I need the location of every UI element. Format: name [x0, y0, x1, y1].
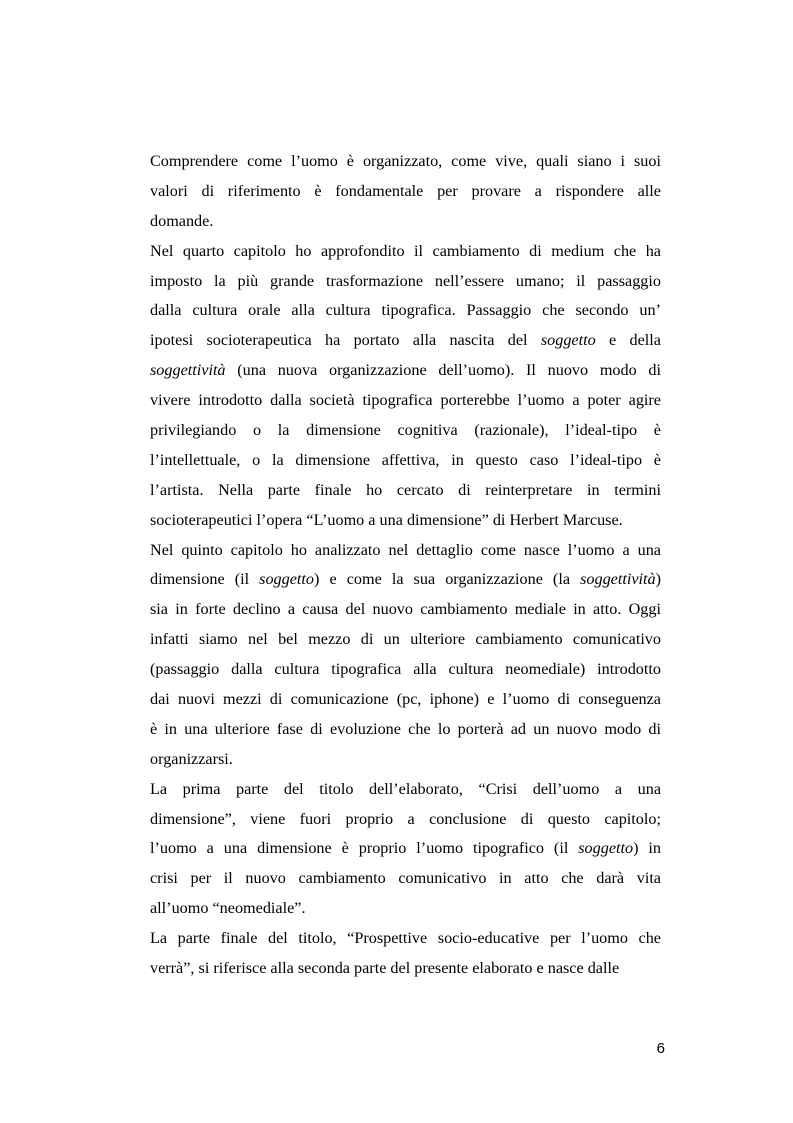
- text-run: vivere introdotto dalla società tipografica porterebbe l’uomo a poter agire: [150, 391, 661, 410]
- text-run: dalla cultura orale alla cultura tipografica. Passaggio che secondo un’: [150, 301, 661, 320]
- text-run: La parte finale del titolo, “Prospettive socio-educative per l’uomo che: [150, 929, 661, 948]
- text-run: dimensione”, viene fuori proprio a conclusione di questo capitolo;: [150, 809, 661, 828]
- text-run: (passaggio dalla cultura tipografica alla cultura neomediale) introdotto: [150, 660, 661, 679]
- text-run: dai nuovi mezzi di comunicazione (pc, iphone) e l’uomo di conseguenza: [150, 690, 661, 709]
- text-run: ) e come la sua organizzazione (la: [314, 570, 581, 589]
- text-run: ipotesi socioterapeutica ha portato alla nascita del: [150, 331, 541, 350]
- text-run: Nel quinto capitolo ho analizzato nel dettaglio come nasce l’uomo a una: [150, 540, 661, 559]
- text-run: socioterapeutici l’opera “L’uomo a una dimensione” di Herbert Marcuse.: [150, 510, 623, 529]
- text-line: [150, 476, 661, 506]
- text-run: crisi per il nuovo cambiamento comunicativo in atto che darà vita: [150, 869, 661, 888]
- text-run: Comprendere come l’uomo è organizzato, come vive, quali siano i suoi: [150, 152, 661, 170]
- paragraph: [150, 237, 661, 536]
- italic-term: soggetto: [540, 331, 596, 350]
- italic-term: soggetto: [578, 839, 634, 858]
- text-run: infatti siamo nel bel mezzo di un ulteriore cambiamento comunicativo: [150, 630, 661, 649]
- italic-term: soggettività: [150, 361, 226, 380]
- text-line: [150, 296, 661, 326]
- text-run: (una nuova organizzazione dell’uomo). Il nuovo modo di: [225, 361, 661, 380]
- text-line: [150, 267, 661, 297]
- text-line: [150, 446, 661, 476]
- text-line: [150, 625, 661, 655]
- text-line: [150, 536, 661, 566]
- text-line: [150, 356, 661, 386]
- italic-term: soggettività: [580, 570, 656, 589]
- text-run: ) in: [633, 839, 661, 858]
- text-line: [150, 655, 661, 685]
- text-line: [150, 745, 661, 775]
- text-line: [150, 954, 661, 984]
- text-line: [150, 775, 661, 805]
- paragraph: [150, 924, 661, 984]
- text-line: [150, 565, 661, 595]
- text-line: [150, 834, 661, 864]
- text-run: verrà”, si riferisce alla seconda parte del presente elaborato e nasce dalle: [150, 959, 620, 978]
- page-number: 6: [656, 1040, 665, 1057]
- text-run: ): [655, 570, 661, 589]
- text-run: sia in forte declino a causa del nuovo cambiamento mediale in atto. Oggi: [150, 600, 661, 619]
- text-line: [150, 207, 661, 237]
- text-line: [150, 894, 661, 924]
- text-run: l’uomo a una dimensione è proprio l’uomo tipografico (il: [150, 839, 579, 858]
- text-run: domande.: [150, 211, 214, 230]
- text-run: La prima parte del titolo dell’elaborato, “Crisi dell’uomo a una: [150, 779, 661, 798]
- text-run: privilegiando o la dimensione cognitiva (razionale), l’ideal-tipo è: [150, 421, 661, 440]
- text-line: [150, 237, 661, 267]
- text-line: [150, 386, 661, 416]
- text-line: [150, 506, 661, 536]
- text-run: Nel quarto capitolo ho approfondito il cambiamento di medium che ha: [150, 241, 661, 260]
- text-run: dimensione (il: [150, 570, 260, 589]
- text-line: [150, 326, 661, 356]
- text-run: l’artista. Nella parte finale ho cercato di reinterpretare in termini: [150, 480, 661, 499]
- paragraph: [150, 147, 661, 237]
- body-text: [150, 147, 661, 984]
- text-line: [150, 147, 661, 177]
- text-line: [150, 924, 661, 954]
- paragraph: [150, 536, 661, 775]
- text-run: e della: [595, 331, 661, 350]
- italic-term: soggetto: [259, 570, 314, 589]
- text-run: valori di riferimento è fondamentale per provare a rispondere alle: [150, 181, 661, 200]
- text-line: [150, 177, 661, 207]
- text-line: [150, 715, 661, 745]
- text-run: l’intellettuale, o la dimensione affettiva, in questo caso l’ideal-tipo è: [150, 450, 661, 469]
- text-line: [150, 864, 661, 894]
- text-line: [150, 805, 661, 835]
- text-run: organizzarsi.: [150, 749, 233, 768]
- text-run: è in una ulteriore fase di evoluzione che lo porterà ad un nuovo modo di: [150, 719, 661, 738]
- text-run: imposto la più grande trasformazione nell’essere umano; il passaggio: [150, 271, 661, 290]
- text-run: all’uomo “neomediale”.: [150, 899, 306, 918]
- text-line: [150, 685, 661, 715]
- text-line: [150, 416, 661, 446]
- paragraph: [150, 775, 661, 924]
- text-line: [150, 595, 661, 625]
